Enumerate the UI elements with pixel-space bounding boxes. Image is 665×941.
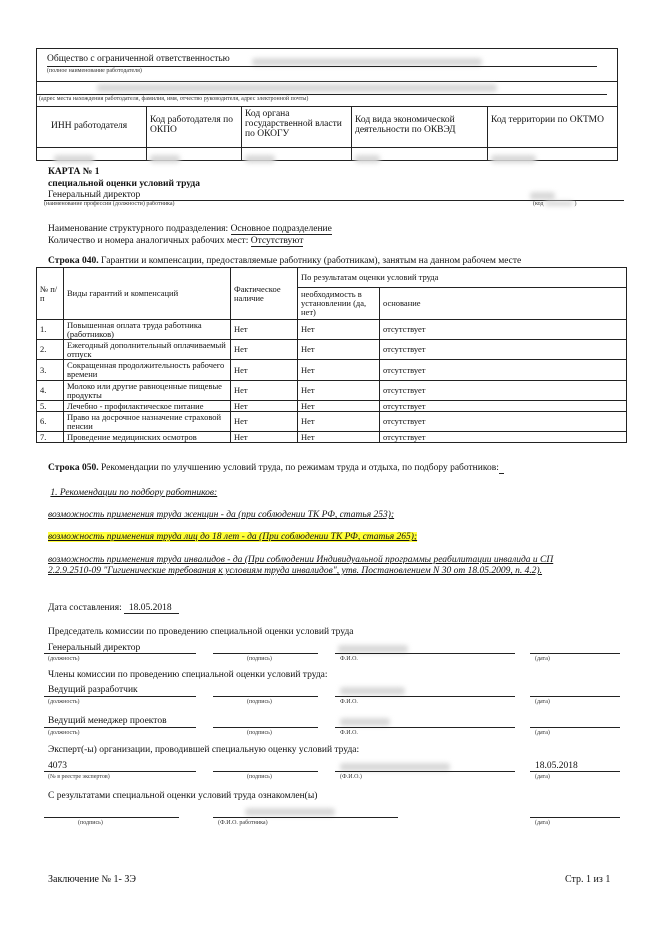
row050-title: Строка 050. Рекомендации по улучшению условий труда, по режимам труда и отдыха, по подбору работников:: [48, 463, 504, 473]
org-name: Общество с ограниченной ответственностью: [47, 54, 230, 64]
footer-conclusion: Заключение № 1- ЗЭ: [48, 874, 136, 885]
table-row: 1. Повышенная оплата труда работника (работников) Нет Нет отсутствует: [37, 320, 627, 340]
expert-label: Эксперт(-ы) организации, проводившей специальную оценку условий труда:: [48, 745, 360, 755]
redacted-expert-name: [340, 763, 450, 771]
footer-page: Стр. 1 из 1: [565, 874, 611, 885]
oktmo-header: Код территории по ОКТМО: [491, 115, 604, 125]
th-num: № п/п: [37, 268, 64, 320]
rec-women: возможность применения труда женщин - да (при соблюдении ТК РФ, статья 253);: [48, 510, 395, 520]
redacted-chair-name: [338, 645, 408, 653]
row040-title: Строка 040. Гарантии и компенсации, предоставляемые работнику (работникам), занятым на данном рабочем месте: [48, 256, 522, 266]
profession-caption: (наименование профессии (должности) работника): [44, 201, 175, 207]
table-row: 5. Лечебно - профилактическое питание Нет Нет отсутствует: [37, 401, 627, 412]
employer-name-row: [37, 49, 617, 82]
members-label: Члены комиссии по проведению специальной оценки условий труда:: [48, 670, 328, 680]
redacted-profession-code: [530, 192, 555, 200]
code-caption: (код ): [533, 201, 577, 207]
address-caption: (адрес места нахождения работодателя, фамилия, имя, отчество руководителя, адрес электронной почты): [39, 96, 309, 102]
member-1-position: Ведущий разработчик: [48, 685, 138, 695]
okogu-header: Код органа государственной власти по ОКОГУ: [242, 107, 352, 147]
division-line: Наименование структурного подразделения: Основное подразделение: [48, 224, 332, 234]
redacted-member-2: [340, 718, 390, 726]
chair-label: Председатель комиссии по проведению специальной оценки условий труда: [48, 627, 354, 637]
redacted-address: [97, 84, 497, 92]
expert-number: 4073: [48, 761, 67, 771]
okpo-header: Код работодателя по ОКПО: [147, 107, 242, 147]
employer-header: [36, 48, 618, 161]
th-basis: основание: [380, 288, 627, 320]
similar-value: Отсутствуют: [250, 236, 304, 246]
th-by-results: По результатам оценки условий труда: [298, 268, 627, 288]
rec-disabled-2: 2.2.9.2510-09 "Гигиенические требования к условиям труда инвалидов", утв. Постановлением N 30 от 18.05.2009, п. 4.2).: [48, 566, 543, 576]
card-title: КАРТА № 1: [48, 167, 100, 177]
ack-label: С результатами специальной оценки условий труда ознакомлен(ы): [48, 791, 318, 801]
rec-heading: 1. Рекомендации по подбору работников:: [50, 488, 218, 498]
redacted-oktmo: [491, 155, 536, 163]
guarantees-table: [36, 267, 627, 443]
table-row: 4. Молоко или другие равноценные пищевые продукты Нет Нет отсутствует: [37, 381, 627, 401]
redacted-inn: [54, 155, 94, 163]
similar-line: Количество и номера аналогичных рабочих мест: Отсутствуют: [48, 236, 304, 246]
redacted-okogu: [245, 155, 275, 163]
table-row: 3. Сокращенная продолжительность рабочего времени Нет Нет отсутствует: [37, 360, 627, 381]
card-subtitle: специальной оценки условий труда: [48, 179, 200, 189]
th-necessity: необходимость в установлении (да, нет): [298, 288, 380, 320]
inn-header: ИНН работодателя: [37, 107, 147, 147]
table-row: 6. Право на досрочное назначение страховой пенсии Нет Нет отсутствует: [37, 412, 627, 432]
rec-disabled-1: возможность применения труда инвалидов - да (При соблюдении Индивидуальной программы реабилитации инвалида и СП: [48, 555, 554, 565]
redacted-org-name: [252, 58, 482, 66]
profession-value: Генеральный директор: [48, 190, 141, 200]
table-row: 2. Ежегодный дополнительный оплачиваемый отпуск Нет Нет отсутствует: [37, 340, 627, 360]
okved-header: Код вида экономической деятельности по ОКВЭД: [352, 107, 488, 147]
redacted-okpo: [150, 155, 180, 163]
expert-date: 18.05.2018: [535, 761, 578, 771]
th-kind: Виды гарантий и компенсаций: [64, 268, 231, 320]
chair-position: Генеральный директор: [48, 643, 141, 653]
date-value: 18.05.2018: [124, 603, 179, 614]
division-value: Основное подразделение: [230, 224, 332, 234]
codes-header-row: [37, 107, 617, 148]
date-line: Дата составления: 18.05.2018: [48, 603, 179, 613]
th-actual: Фактическое наличие: [231, 268, 298, 320]
table-row: 7. Проведение медицинских осмотров Нет Нет отсутствует: [37, 432, 627, 443]
org-caption: (полное наименование работодателя): [47, 68, 142, 74]
redacted-okved: [355, 155, 380, 163]
codes-values-row: [37, 148, 617, 160]
redacted-member-1: [340, 687, 405, 695]
redacted-worker-name: [245, 808, 335, 816]
member-2-position: Ведущий менеджер проектов: [48, 716, 167, 726]
employer-address-row: [37, 82, 617, 107]
rec-minors: возможность применения труда лиц до 18 лет - да (При соблюдении ТК РФ, статья 265);: [48, 532, 418, 542]
